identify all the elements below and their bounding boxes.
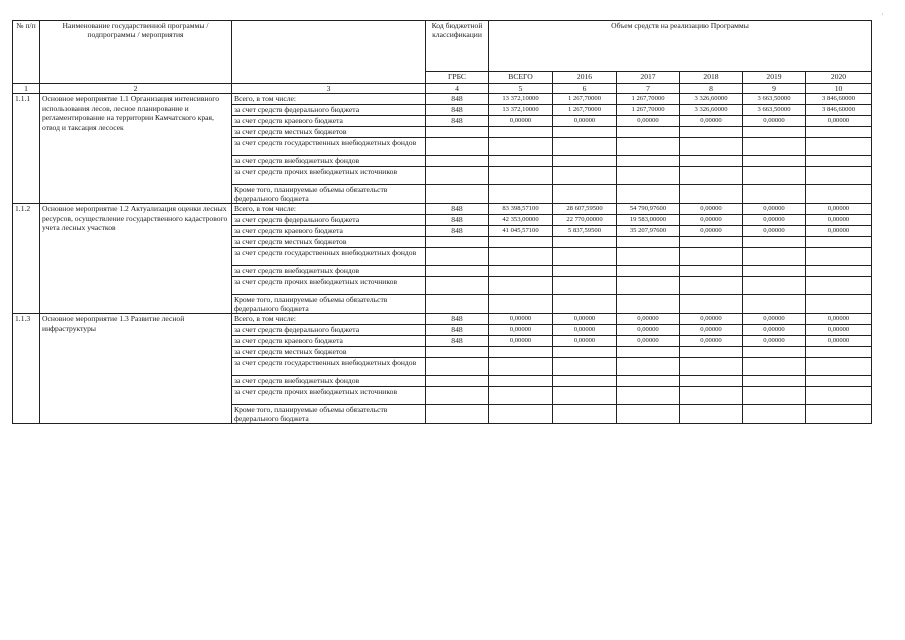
funding-source-label: за счет средств внебюджетных фондов xyxy=(232,266,426,277)
amount-year xyxy=(680,156,743,167)
amount-year xyxy=(680,185,743,204)
amount-year xyxy=(806,237,872,248)
activity-name: Основное мероприятие 1.3 Развитие лесной инфраструктуры xyxy=(40,314,232,424)
col-code-header: Код бюджетной классификации xyxy=(426,21,489,72)
amount-year xyxy=(743,295,806,314)
amount-total: 41 045,57100 xyxy=(489,226,553,237)
amount-year xyxy=(617,387,680,405)
amount-total xyxy=(489,405,553,424)
amount-year: 3 326,60000 xyxy=(680,94,743,105)
grbs-code xyxy=(426,156,489,167)
grbs-code: 848 xyxy=(426,105,489,116)
activity-name: Основное мероприятие 1.2 Актуализация оценки лесных ресурсов, осуществление государственного кадастрового учета лесных участков xyxy=(40,204,232,314)
funding-source-label: Кроме того, планируемые объемы обязательств федерального бюджета xyxy=(232,405,426,424)
amount-year: 3 663,50000 xyxy=(743,105,806,116)
amount-year xyxy=(553,405,617,424)
grbs-code xyxy=(426,266,489,277)
grbs-code xyxy=(426,405,489,424)
amount-year xyxy=(680,387,743,405)
amount-total xyxy=(489,138,553,156)
grbs-code xyxy=(426,376,489,387)
funding-source-label: за счет средств федерального бюджета xyxy=(232,105,426,116)
amount-year xyxy=(680,138,743,156)
amount-year xyxy=(553,167,617,185)
amount-year xyxy=(680,167,743,185)
amount-year xyxy=(553,127,617,138)
amount-total: 0,00000 xyxy=(489,314,553,325)
amount-year xyxy=(743,376,806,387)
grbs-code xyxy=(426,347,489,358)
amount-year xyxy=(806,248,872,266)
grbs-code xyxy=(426,167,489,185)
grbs-code xyxy=(426,277,489,295)
funding-source-label: за счет средств федерального бюджета xyxy=(232,215,426,226)
amount-year: 3 846,60000 xyxy=(806,94,872,105)
amount-year xyxy=(680,376,743,387)
amount-year xyxy=(743,248,806,266)
amount-year xyxy=(617,185,680,204)
amount-year: 0,00000 xyxy=(743,226,806,237)
amount-year xyxy=(806,156,872,167)
amount-total xyxy=(489,156,553,167)
amount-year xyxy=(617,167,680,185)
table-row xyxy=(13,314,872,325)
amount-year xyxy=(553,358,617,376)
grbs-code: 848 xyxy=(426,94,489,105)
amount-year xyxy=(553,138,617,156)
amount-year xyxy=(743,167,806,185)
amount-year xyxy=(806,295,872,314)
amount-total: 13 372,10000 xyxy=(489,105,553,116)
grbs-code: 848 xyxy=(426,204,489,215)
funding-source-label: Кроме того, планируемые объемы обязательств федерального бюджета xyxy=(232,185,426,204)
amount-year xyxy=(680,127,743,138)
column-number: 8 xyxy=(680,84,743,94)
amount-year: 3 326,60000 xyxy=(680,105,743,116)
amount-year xyxy=(553,295,617,314)
amount-year xyxy=(617,138,680,156)
column-number: 3 xyxy=(232,84,426,94)
amount-year xyxy=(743,358,806,376)
year-header-2017: 2017 xyxy=(617,72,680,84)
amount-year: 22 770,00000 xyxy=(553,215,617,226)
funding-source-label: за счет средств федерального бюджета xyxy=(232,325,426,336)
amount-total xyxy=(489,387,553,405)
total-header: ВСЕГО xyxy=(489,72,553,84)
amount-year xyxy=(553,387,617,405)
funding-source-label: за счет средств государственных внебюджетных фондов xyxy=(232,358,426,376)
funding-source-label: за счет средств краевого бюджета xyxy=(232,116,426,127)
amount-total xyxy=(489,248,553,266)
column-number: 2 xyxy=(40,84,232,94)
amount-total xyxy=(489,185,553,204)
amount-year: 35 207,97600 xyxy=(617,226,680,237)
header-row xyxy=(13,21,872,72)
amount-total xyxy=(489,237,553,248)
funding-source-label: за счет средств прочих внебюджетных источников xyxy=(232,277,426,295)
grbs-code xyxy=(426,185,489,204)
amount-total xyxy=(489,358,553,376)
amount-year: 0,00000 xyxy=(553,314,617,325)
row-number: 1.1.1 xyxy=(13,94,40,204)
amount-year xyxy=(743,138,806,156)
funding-source-label: Кроме того, планируемые объемы обязательств федерального бюджета xyxy=(232,295,426,314)
col-source-header xyxy=(232,21,426,84)
amount-year xyxy=(617,248,680,266)
amount-year xyxy=(806,387,872,405)
amount-year xyxy=(553,156,617,167)
grbs-code: 848 xyxy=(426,325,489,336)
amount-year xyxy=(617,358,680,376)
amount-total xyxy=(489,266,553,277)
amount-year xyxy=(806,347,872,358)
amount-year xyxy=(806,138,872,156)
row-number: 1.1.2 xyxy=(13,204,40,314)
amount-year xyxy=(743,347,806,358)
amount-year xyxy=(680,405,743,424)
amount-year xyxy=(553,185,617,204)
grbs-code xyxy=(426,295,489,314)
funding-source-label: за счет средств прочих внебюджетных источников xyxy=(232,387,426,405)
col-no-header: № п/п xyxy=(13,21,40,84)
grbs-code xyxy=(426,237,489,248)
amount-year xyxy=(617,376,680,387)
amount-year xyxy=(743,127,806,138)
amount-year: 0,00000 xyxy=(680,204,743,215)
amount-total xyxy=(489,127,553,138)
amount-year: 5 837,59500 xyxy=(553,226,617,237)
amount-total: 0,00000 xyxy=(489,325,553,336)
year-header-2019: 2019 xyxy=(743,72,806,84)
amount-year xyxy=(617,405,680,424)
amount-year: 0,00000 xyxy=(553,116,617,127)
grbs-code xyxy=(426,248,489,266)
amount-year: 0,00000 xyxy=(743,325,806,336)
amount-year: 0,00000 xyxy=(617,336,680,347)
amount-year xyxy=(680,266,743,277)
amount-year: 1 267,70000 xyxy=(553,94,617,105)
amount-year: 0,00000 xyxy=(617,314,680,325)
funding-source-label: за счет средств местных бюджетов xyxy=(232,347,426,358)
amount-year xyxy=(743,277,806,295)
amount-year: 0,00000 xyxy=(553,325,617,336)
amount-total xyxy=(489,295,553,314)
grbs-code xyxy=(426,127,489,138)
amount-total xyxy=(489,277,553,295)
amount-year: 0,00000 xyxy=(680,116,743,127)
amount-year xyxy=(680,277,743,295)
scan-speck: · xyxy=(881,10,884,19)
amount-year xyxy=(680,358,743,376)
amount-year: 0,00000 xyxy=(553,336,617,347)
amount-year: 0,00000 xyxy=(680,336,743,347)
amount-year xyxy=(553,376,617,387)
grbs-code: 848 xyxy=(426,336,489,347)
amount-year: 0,00000 xyxy=(680,226,743,237)
funding-source-label: за счет средств государственных внебюджетных фондов xyxy=(232,248,426,266)
funding-source-label: Всего, в том числе: xyxy=(232,94,426,105)
amount-year xyxy=(680,248,743,266)
amount-year xyxy=(553,237,617,248)
amount-year xyxy=(743,405,806,424)
year-header-2018: 2018 xyxy=(680,72,743,84)
amount-year: 0,00000 xyxy=(806,204,872,215)
amount-year xyxy=(806,167,872,185)
funding-source-label: за счет средств государственных внебюджетных фондов xyxy=(232,138,426,156)
amount-year: 0,00000 xyxy=(617,116,680,127)
funding-source-label: Всего, в том числе: xyxy=(232,314,426,325)
funding-source-label: Всего, в том числе: xyxy=(232,204,426,215)
amount-year: 0,00000 xyxy=(680,325,743,336)
grbs-header: ГРБС xyxy=(426,72,489,84)
funding-source-label: за счет средств внебюджетных фондов xyxy=(232,376,426,387)
grbs-code: 848 xyxy=(426,215,489,226)
amount-year: 0,00000 xyxy=(743,215,806,226)
grbs-code: 848 xyxy=(426,314,489,325)
amount-year: 3 663,50000 xyxy=(743,94,806,105)
funding-source-label: за счет средств краевого бюджета xyxy=(232,336,426,347)
amount-total: 13 372,10000 xyxy=(489,94,553,105)
activity-name: Основное мероприятие 1.1 Организация интенсивного использования лесов, лесное планирование и регламентирование на территории Камчатского края, отвод и таксация лесосек xyxy=(40,94,232,204)
amount-year: 3 846,60000 xyxy=(806,105,872,116)
amount-year xyxy=(680,295,743,314)
amount-total: 83 398,57100 xyxy=(489,204,553,215)
column-number: 9 xyxy=(743,84,806,94)
grbs-code xyxy=(426,358,489,376)
amount-year xyxy=(743,237,806,248)
amount-year xyxy=(806,266,872,277)
amount-year xyxy=(680,237,743,248)
col-name-header: Наименование государственной программы / подпрограммы / мероприятия xyxy=(40,21,232,84)
column-number: 4 xyxy=(426,84,489,94)
amount-total xyxy=(489,347,553,358)
column-number: 6 xyxy=(553,84,617,94)
amount-year xyxy=(617,277,680,295)
amount-total: 42 353,00000 xyxy=(489,215,553,226)
year-header-2020: 2020 xyxy=(806,72,872,84)
funding-source-label: за счет средств внебюджетных фондов xyxy=(232,156,426,167)
grbs-code xyxy=(426,138,489,156)
grbs-code: 848 xyxy=(426,116,489,127)
amount-year: 0,00000 xyxy=(680,215,743,226)
amount-year xyxy=(553,347,617,358)
amount-year: 0,00000 xyxy=(806,314,872,325)
amount-year xyxy=(806,405,872,424)
amount-year: 0,00000 xyxy=(743,116,806,127)
amount-total: 0,00000 xyxy=(489,336,553,347)
amount-year: 0,00000 xyxy=(806,336,872,347)
amount-year xyxy=(680,347,743,358)
amount-year xyxy=(806,127,872,138)
amount-year xyxy=(553,277,617,295)
amount-year: 0,00000 xyxy=(806,325,872,336)
amount-year xyxy=(806,185,872,204)
funding-source-label: за счет средств местных бюджетов xyxy=(232,237,426,248)
col-volume-header: Объем средств на реализацию Программы xyxy=(489,21,872,72)
funding-source-label: за счет средств краевого бюджета xyxy=(232,226,426,237)
grbs-code: 848 xyxy=(426,226,489,237)
amount-year xyxy=(743,185,806,204)
column-number: 5 xyxy=(489,84,553,94)
amount-year: 0,00000 xyxy=(680,314,743,325)
table-row xyxy=(13,94,872,105)
amount-total: 0,00000 xyxy=(489,116,553,127)
amount-year: 54 790,97600 xyxy=(617,204,680,215)
amount-year xyxy=(743,266,806,277)
column-number: 7 xyxy=(617,84,680,94)
amount-year: 28 607,59500 xyxy=(553,204,617,215)
amount-year: 0,00000 xyxy=(743,336,806,347)
amount-year xyxy=(617,295,680,314)
table-row xyxy=(13,204,872,215)
amount-year xyxy=(617,156,680,167)
amount-year: 0,00000 xyxy=(806,226,872,237)
amount-year xyxy=(806,376,872,387)
amount-year xyxy=(806,277,872,295)
amount-year: 19 583,00000 xyxy=(617,215,680,226)
amount-year: 1 267,70000 xyxy=(553,105,617,116)
amount-year xyxy=(617,266,680,277)
amount-year xyxy=(743,156,806,167)
amount-year xyxy=(553,266,617,277)
row-number: 1.1.3 xyxy=(13,314,40,424)
amount-year xyxy=(806,358,872,376)
amount-year: 0,00000 xyxy=(806,215,872,226)
amount-year xyxy=(553,248,617,266)
year-header-2016: 2016 xyxy=(553,72,617,84)
amount-year xyxy=(617,237,680,248)
amount-year: 0,00000 xyxy=(743,314,806,325)
amount-year: 1 267,70000 xyxy=(617,94,680,105)
amount-year: 0,00000 xyxy=(617,325,680,336)
amount-year xyxy=(617,347,680,358)
amount-total xyxy=(489,167,553,185)
amount-year xyxy=(617,127,680,138)
amount-year: 0,00000 xyxy=(743,204,806,215)
column-number: 1 xyxy=(13,84,40,94)
funding-source-label: за счет средств прочих внебюджетных источников xyxy=(232,167,426,185)
amount-year: 1 267,70000 xyxy=(617,105,680,116)
column-number-row xyxy=(13,84,872,94)
amount-year: 0,00000 xyxy=(806,116,872,127)
amount-year xyxy=(743,387,806,405)
column-number: 10 xyxy=(806,84,872,94)
funding-source-label: за счет средств местных бюджетов xyxy=(232,127,426,138)
budget-table xyxy=(12,20,872,424)
grbs-code xyxy=(426,387,489,405)
amount-total xyxy=(489,376,553,387)
